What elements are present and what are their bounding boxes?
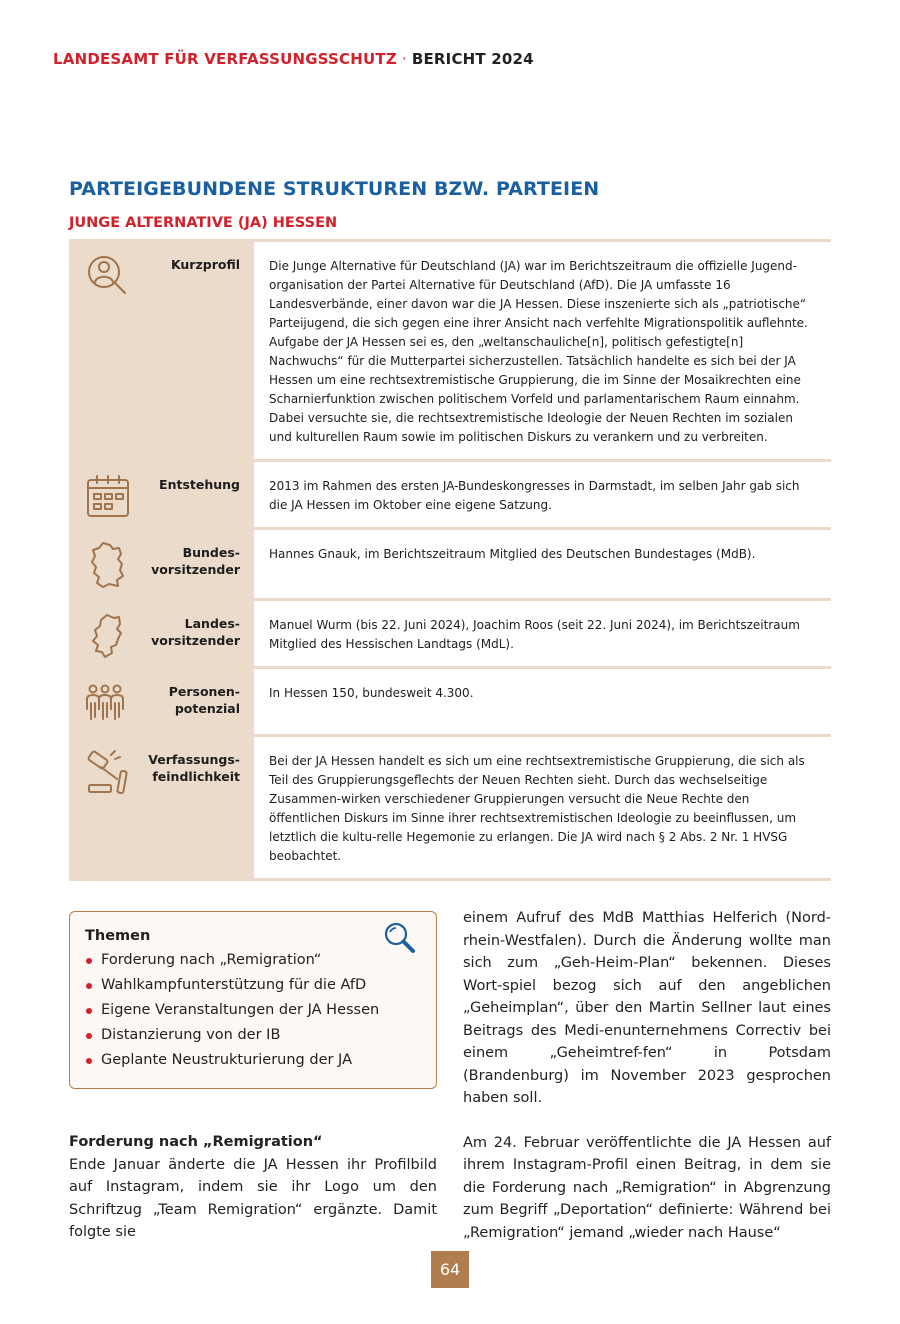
profile-row-text: Die Junge Alternative für Deutschland (JA) war im Berichtszeitraum die offizielle Jugend-organisation der Partei Alternative für Deutschland (AfD). Die JA umfasste 16 Landesverbände, einer davon war die JA Hessen. Diese inszenierte sich als „patriotische“ Parteijugend, die sich gegen eine ihrer Ansicht nach verfehlte Migrationspolitik auflehnte. Aufgabe der JA Hessen sei es, den „weltanschauliche[n], politisch gefestigte[n] Nachwuchs“ für die Mutterpartei sicherzustellen. Tatsächlich handelte es sich bei der JA Hessen um eine rechtsextremistische Gruppierung, die im Sinne der Mosaikrechten eine Scharnierfunktion zwischen politischem Vorfeld und parlamentarischem Raum einnahm. Dabei versuchte sie, die rechtsextremistische Ideologie der Neuen Rechten im sozialen und kulturellen Raum sowie im politischen Diskurs zu verankern und zu verbreiten.	[269, 259, 808, 444]
list-item: Wahlkampfunterstützung für die AfD	[85, 973, 420, 998]
article-paragraph: einem Aufruf des MdB Matthias Helferich (Nord-rhein-Westfalen). Durch die Änderung wollte man sich zum „Geh-Heim-Plan“ bekennen. Dieses Wort-spiel bezog sich auf den angeblichen „Geheimplan“, über den Martin Sellner laut eines Beitrags des Medi-enunternehmens Correctiv bei einem „Geheimtref-fen“ in Potsdam (Brandenburg) im November 2023 gesprochen haben soll.	[463, 910, 831, 1106]
profile-row-label-cell	[69, 462, 254, 527]
germany-map-icon	[83, 540, 133, 590]
profile-row-verfassungsfeindlichkeit	[69, 737, 831, 881]
profile-row-text: Manuel Wurm (bis 22. Juni 2024), Joachim Roos (seit 22. Juni 2024), im Berichtszeitraum Mitglied des Hessischen Landtags (MdL).	[269, 618, 800, 651]
profile-row-text: Bei der JA Hessen handelt es sich um eine rechtsextremistische Gruppierung, die sich als Teil des Gruppierungsgeflechts der Neuen Rechten sieht. Durch das wechselseitige Zusammen-wirken verschiedener Gruppierungen versucht die Neue Rechte den öffentlichen Diskurs im Sinne ihrer rechtsextremistischen Ideologie zu beeinflussen, um letztlich die kultu-relle Hegemonie zu erlangen. Die JA wird nach § 2 Abs. 2 Nr. 1 HVSG beobachtet.	[269, 754, 805, 863]
header-report: BERICHT 2024	[411, 50, 534, 68]
magnifier-person-icon	[83, 252, 133, 302]
page-number: 64	[431, 1251, 469, 1288]
article-heading: Forderung nach „Remigration“	[69, 1134, 323, 1150]
profile-row-personenpotenzial	[69, 669, 831, 737]
profile-row-label: Entstehung	[159, 477, 240, 492]
calendar-icon	[83, 472, 133, 522]
article-left-column	[69, 1131, 437, 1244]
profile-row-label: Kurzprofil	[170, 257, 240, 272]
profile-row-text: Hannes Gnauk, im Berichtszeitraum Mitglied des Deutschen Bundestages (MdB).	[269, 547, 756, 561]
profile-table	[69, 239, 831, 881]
profile-row-kurzprofil	[69, 242, 831, 462]
themen-title: Themen	[85, 928, 151, 944]
header-separator: ·	[396, 50, 412, 68]
list-item: Forderung nach „Remigration“	[85, 948, 420, 973]
profile-row-label: Verfassungs- feindlichkeit	[148, 752, 240, 784]
article-right-column	[463, 907, 831, 1266]
profile-row-landesvorsitzender	[69, 601, 831, 669]
themen-list	[85, 948, 420, 1073]
list-item: Geplante Neustrukturierung der JA	[85, 1048, 420, 1073]
profile-row-label-cell	[69, 242, 254, 459]
article-paragraph: Ende Januar änderte die JA Hessen ihr Profilbild auf Instagram, indem sie ihr Logo um den Schriftzug „Team Remigration“ ergänzte. Damit folgte sie	[69, 1156, 437, 1240]
profile-row-label: Landes- vorsitzender	[151, 616, 240, 648]
profile-row-label: Personen- potenzial	[168, 684, 240, 716]
profile-row-label-cell	[69, 601, 254, 666]
gavel-icon	[83, 747, 133, 797]
subsection-title: JUNGE ALTERNATIVE (JA) HESSEN	[69, 215, 338, 231]
section-title: PARTEIGEBUNDENE STRUKTUREN BZW. PARTEIEN	[69, 178, 600, 200]
list-item: Eigene Veranstaltungen der JA Hessen	[85, 998, 420, 1023]
profile-row-label-cell	[69, 530, 254, 598]
profile-row-entstehung	[69, 462, 831, 530]
people-group-icon	[83, 679, 133, 729]
profile-row-bundesvorsitzender	[69, 530, 831, 601]
themen-box	[69, 911, 437, 1089]
header-org: LANDESAMT FÜR VERFASSUNGSSCHUTZ	[53, 50, 397, 68]
article-paragraph: Am 24. Februar veröffentlichte die JA Hessen auf ihrem Instagram-Profil einen Beitrag, in dem sie die Forderung nach „Remigration“ in Abgrenzung zum Begriff „Deportation“ definierte: Während bei „Remigration“ jemand „wieder nach Hause“	[463, 1134, 831, 1241]
profile-row-label-cell	[69, 669, 254, 734]
profile-row-label: Bundes- vorsitzender	[151, 545, 240, 577]
profile-row-text: 2013 im Rahmen des ersten JA-Bundeskongresses in Darmstadt, im selben Jahr gab sich die JA Hessen im Oktober eine eigene Satzung.	[269, 479, 800, 512]
profile-row-text: In Hessen 150, bundesweit 4.300.	[269, 686, 474, 700]
list-item: Distanzierung von der IB	[85, 1023, 420, 1048]
hesse-map-icon	[83, 611, 133, 661]
profile-row-label-cell	[69, 737, 254, 878]
running-header	[53, 50, 534, 68]
